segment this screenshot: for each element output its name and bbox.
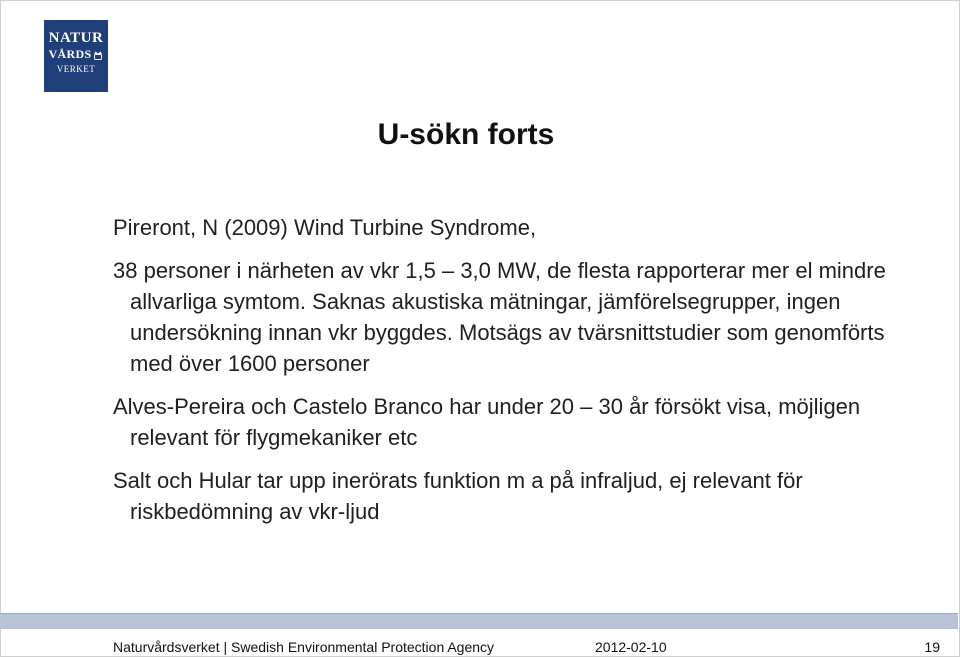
- paragraph-pireront: Pireront, N (2009) Wind Turbine Syndrome,: [113, 215, 537, 240]
- logo-line-1: NATUR: [48, 30, 104, 46]
- footer-page-number: 19: [924, 639, 940, 655]
- footer: [0, 636, 958, 656]
- paragraph-alves-pereira: Alves-Pereira och Castelo Branco har under 20 – 30 år försökt visa, möjligen relevant för flygmekaniker etc: [113, 394, 861, 450]
- paragraph-38-personer: 38 personer i närheten av vkr 1,5 – 3,0 MW, de flesta rapporterar mer el mindre allvarliga symtom. Saknas akustiska mätningar, jämförelsegrupper, ingen undersökning innan vkr byggdes. Motsägs av tvärsnittstudier som genomförts med över 1600 personer: [113, 258, 886, 376]
- paragraph-salt-hular: Salt och Hular tar upp inerörats funktion m a på infraljud, ej relevant för riskbedömning av vkr-ljud: [113, 468, 803, 524]
- crown-crest-icon: [93, 50, 103, 60]
- footer-date: 2012-02-10: [595, 639, 667, 655]
- slide-title: U-sökn forts: [377, 118, 555, 151]
- footer-organization: Naturvårdsverket | Swedish Environmental Protection Agency: [113, 639, 495, 655]
- logo-line-2: VÅRDS: [48, 47, 92, 61]
- naturvardsverket-logo: [44, 20, 108, 92]
- logo-line-3: VERKET: [56, 64, 96, 74]
- slide-content: [113, 212, 933, 527]
- footer-bar: [0, 613, 958, 629]
